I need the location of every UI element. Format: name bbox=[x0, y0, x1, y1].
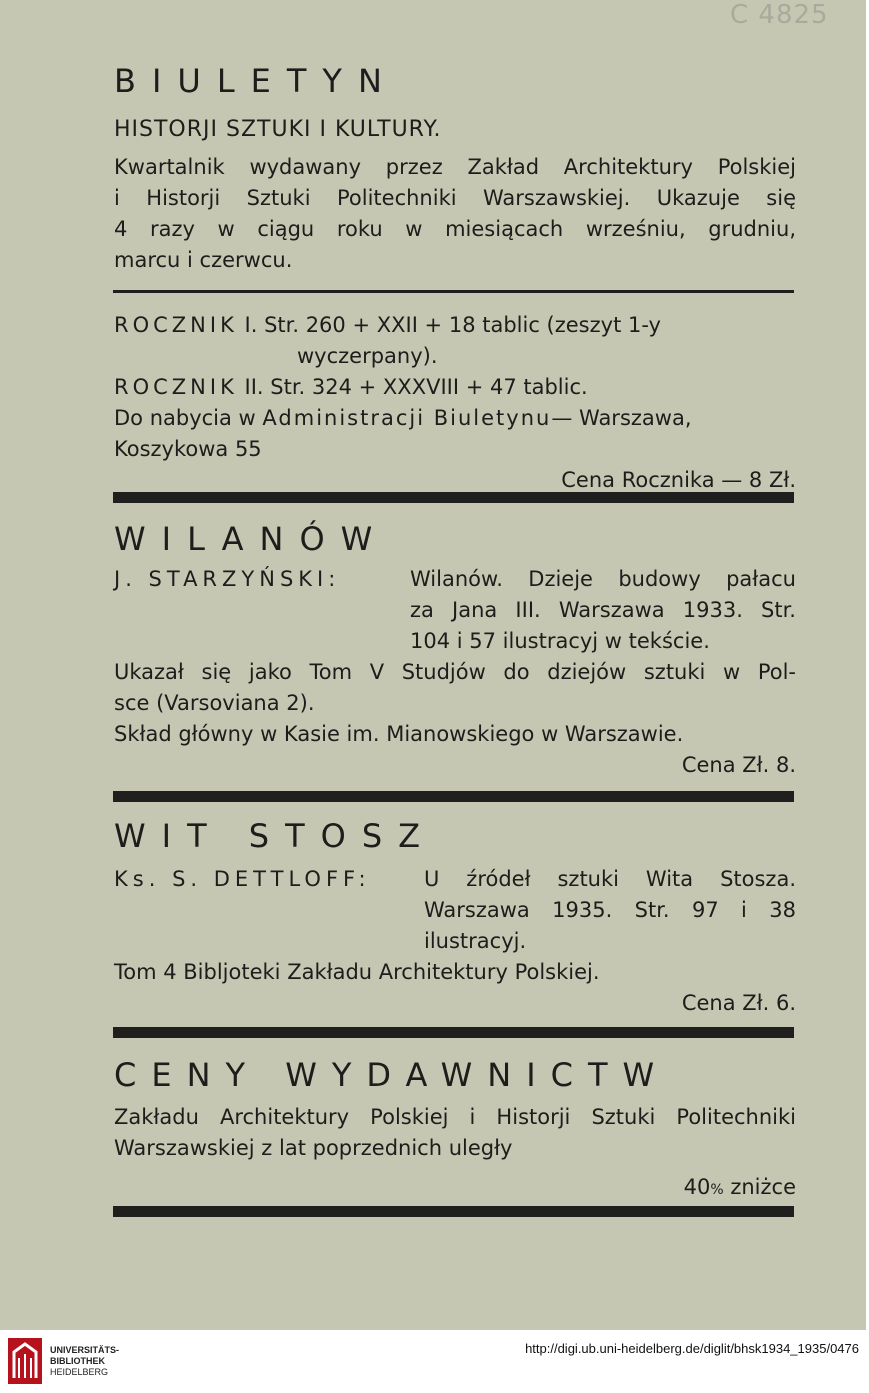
wilanow-price: Cena Zł. 8. bbox=[681, 753, 796, 777]
biuletyn-section bbox=[114, 62, 796, 100]
rocznik-1-continuation: wyczerpany). bbox=[297, 344, 438, 368]
wilanow-note-line: sce (Varsoviana 2). bbox=[114, 691, 315, 715]
divider bbox=[113, 290, 794, 293]
discount-value: 40 bbox=[683, 1175, 711, 1199]
wilanow-entry bbox=[114, 564, 796, 781]
biuletyn-desc-line: i Historji Sztuki Politechniki Warszawskiej. Ukazuje się bbox=[114, 186, 796, 210]
ceny-text-line: Zakładu Architektury Polskiej i Historji Sztuki Politechniki bbox=[114, 1105, 796, 1129]
witstosz-book-line: Warszawa 1935. Str. 97 i 38 bbox=[424, 898, 796, 922]
logo-line: BIBLIOTHEK bbox=[50, 1356, 105, 1366]
library-logo-icon bbox=[8, 1338, 42, 1384]
availability-city: — Warszawa, bbox=[551, 406, 692, 430]
wilanow-title: WILANÓW bbox=[114, 520, 389, 558]
discount-word: zniżce bbox=[730, 1175, 796, 1199]
divider bbox=[113, 1206, 794, 1217]
logo-line: UNIVERSITÄTS- bbox=[50, 1345, 120, 1355]
rocznik-label: ROCZNIK bbox=[114, 313, 238, 337]
witstosz-entry bbox=[114, 864, 796, 1019]
wilanow-note-line: Ukazał się jako Tom V Studjów do dziejów sztuki w Pol- bbox=[114, 660, 796, 684]
wilanow-author: J. STARZYŃSKI: bbox=[114, 567, 341, 591]
divider bbox=[113, 492, 794, 503]
administration-text: Administracji Biuletynu bbox=[262, 406, 552, 430]
biuletyn-desc-line: marcu i czerwcu. bbox=[114, 248, 293, 272]
wilanow-book-line: 104 i 57 ilustracyj w tekście. bbox=[410, 629, 710, 653]
witstosz-price: Cena Zł. 6. bbox=[681, 991, 796, 1015]
rocznik-1-text: I. Str. 260 + XXII + 18 tablic (zeszyt 1-y bbox=[244, 313, 661, 337]
biuletyn-desc-line: 4 razy w ciągu roku w miesiącach wrześniu, grudniu, bbox=[114, 217, 796, 241]
biuletyn-subtitle-wrap bbox=[114, 114, 796, 145]
ceny-text-line: Warszawskiej z lat poprzednich uległy bbox=[114, 1136, 513, 1160]
catalog-mark: C 4825 bbox=[730, 0, 829, 30]
rocznik-price: Cena Rocznika — 8 Zł. bbox=[561, 468, 796, 492]
source-url-link[interactable]: http://digi.ub.uni-heidelberg.de/diglit/bhsk1934_1935/0476 bbox=[525, 1341, 859, 1356]
witstosz-note: Tom 4 Bibljoteki Zakładu Architektury Polskiej. bbox=[114, 960, 600, 984]
wilanow-book-line: Wilanów. Dzieje budowy pałacu bbox=[410, 567, 796, 591]
ceny-discount bbox=[114, 1172, 796, 1206]
biuletyn-subtitle: HISTORJI SZTUKI I KULTURY. bbox=[114, 117, 442, 142]
library-logo-text bbox=[50, 1345, 119, 1378]
witstosz-title: WIT STOSZ bbox=[114, 817, 437, 855]
footer-bar bbox=[0, 1330, 869, 1393]
divider bbox=[113, 791, 794, 802]
ceny-title: CENY WYDAWNICTW bbox=[114, 1056, 670, 1094]
rocznik-2-text: II. Str. 324 + XXXVIII + 47 tablic. bbox=[244, 375, 588, 399]
witstosz-book-line: ilustracyj. bbox=[424, 929, 527, 953]
wilanow-note-line: Skład główny w Kasie im. Mianowskiego w Warszawie. bbox=[114, 722, 684, 746]
witstosz-section bbox=[114, 817, 796, 855]
discount-unit: % bbox=[710, 1182, 724, 1198]
biuletyn-description bbox=[114, 152, 796, 276]
biuletyn-title: BIULETYN bbox=[114, 62, 398, 100]
witstosz-author: Ks. S. DETTLOFF: bbox=[114, 867, 371, 891]
rocznik-label: ROCZNIK bbox=[114, 375, 238, 399]
wilanow-section bbox=[114, 520, 796, 558]
logo-line: HEIDELBERG bbox=[50, 1367, 109, 1377]
divider bbox=[113, 1027, 794, 1038]
biuletyn-desc-line: Kwartalnik wydawany przez Zakład Architektury Polskiej bbox=[114, 155, 796, 179]
availability-text: Do nabycia w bbox=[114, 406, 256, 430]
ceny-section bbox=[114, 1056, 796, 1094]
address: Koszykowa 55 bbox=[114, 437, 262, 461]
wilanow-book-line: za Jana III. Warszawa 1933. Str. bbox=[410, 598, 796, 622]
ceny-body bbox=[114, 1102, 796, 1206]
witstosz-book-line: U źródeł sztuki Wita Stosza. bbox=[424, 867, 796, 891]
rocznik-section bbox=[114, 310, 796, 496]
